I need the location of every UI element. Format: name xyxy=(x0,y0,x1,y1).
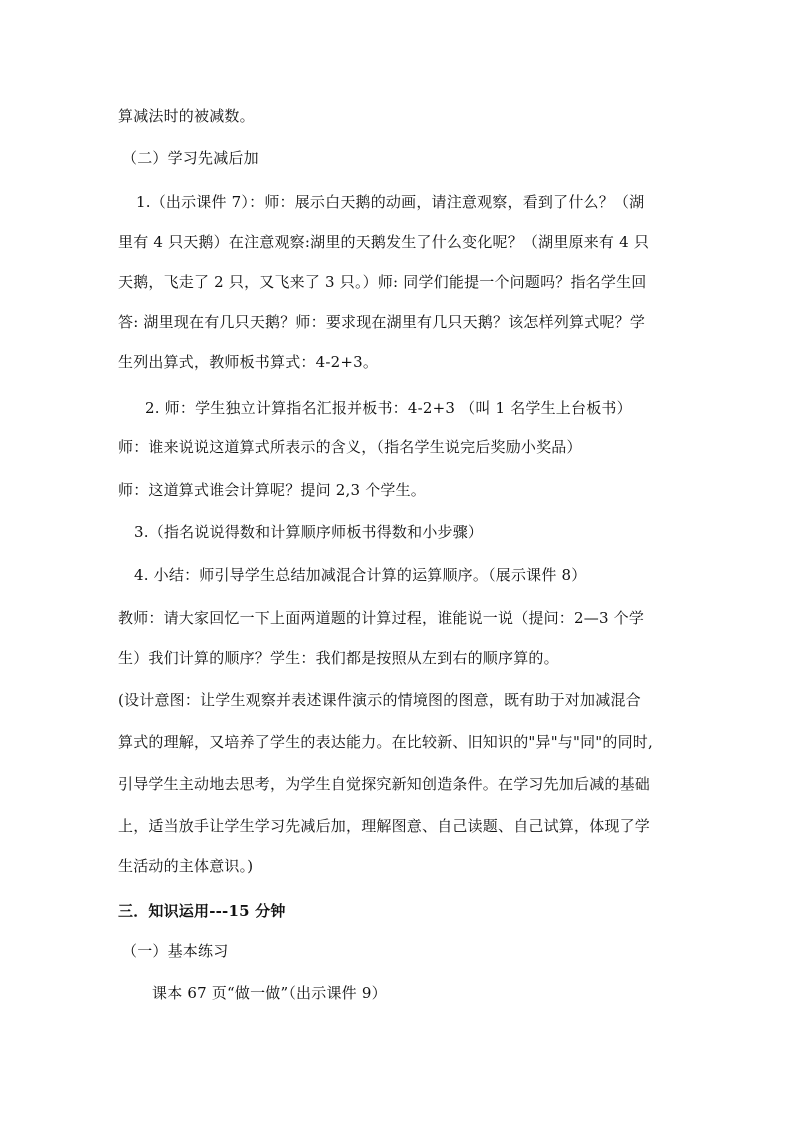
design-note-line: (设计意图：让学生观察并表述课件演示的情境图的图意，既有助于对加减混合 xyxy=(118,691,641,709)
paragraph-line: 师：这道算式谁会计算呢？提问 2,3 个学生。 xyxy=(118,481,426,499)
paragraph-line: 4. 小结：师引导学生总结加减混合计算的运算顺序。（展示课件 8） xyxy=(134,566,587,584)
paragraph-line: 生）我们计算的顺序？学生：我们都是按照从左到右的顺序算的。 xyxy=(118,649,559,667)
design-note-line: 生活动的主体意识。) xyxy=(118,857,254,875)
paragraph-line: 师：谁来说说这道算式所表示的含义，（指名学生说完后奖励小奖品） xyxy=(118,438,582,456)
section-heading: （一）基本练习 xyxy=(122,942,229,960)
design-note-line: 上，适当放手让学生学习先减后加，理解图意、自己读题、自己试算，体现了学 xyxy=(118,817,651,835)
paragraph-line: 答: 湖里现在有几只天鹅？师：要求现在湖里有几只天鹅？该怎样列算式呢？学 xyxy=(118,313,646,331)
paragraph-line: 生列出算式，教师板书算式：4-2+3。 xyxy=(118,353,379,371)
section-heading: （二）学习先减后加 xyxy=(122,149,259,167)
paragraph-line: 1.（出示课件 7）：师：展示白天鹅的动画，请注意观察，看到了什么？（湖 xyxy=(136,193,645,211)
design-note-line: 引导学生主动地去思考，为学生自觉探究新知创造条件。在学习先加后减的基础 xyxy=(118,775,651,793)
paragraph-line: 里有 4 只天鹅）在注意观察:湖里的天鹅发生了什么变化呢？（湖里原来有 4 只 xyxy=(118,233,650,251)
paragraph-line: 2. 师：学生独立计算指名汇报并板书：4-2+3 （叫 1 名学生上台板书） xyxy=(145,399,632,417)
paragraph-line: 教师：请大家回忆一下上面两道题的计算过程，谁能说一说（提问：2—3 个学 xyxy=(118,609,645,627)
paragraph-line: 天鹅，飞走了 2 只，又飞来了 3 只。）师: 同学们能提一个问题吗？指名学生回 xyxy=(118,273,647,291)
section-heading: 三．知识运用---15 分钟 xyxy=(118,902,286,920)
design-note-line: 算式的理解，又培养了学生的表达能力。在比较新、旧知识的"异"与"同"的同时, xyxy=(118,733,653,751)
paragraph-line: 3.（指名说说得数和计算顺序师板书得数和小步骤） xyxy=(134,523,484,541)
paragraph-line: 课本 67 页“做一做”（出示课件 9） xyxy=(152,984,387,1002)
paragraph-line: 算减法时的被减数。 xyxy=(118,107,255,125)
